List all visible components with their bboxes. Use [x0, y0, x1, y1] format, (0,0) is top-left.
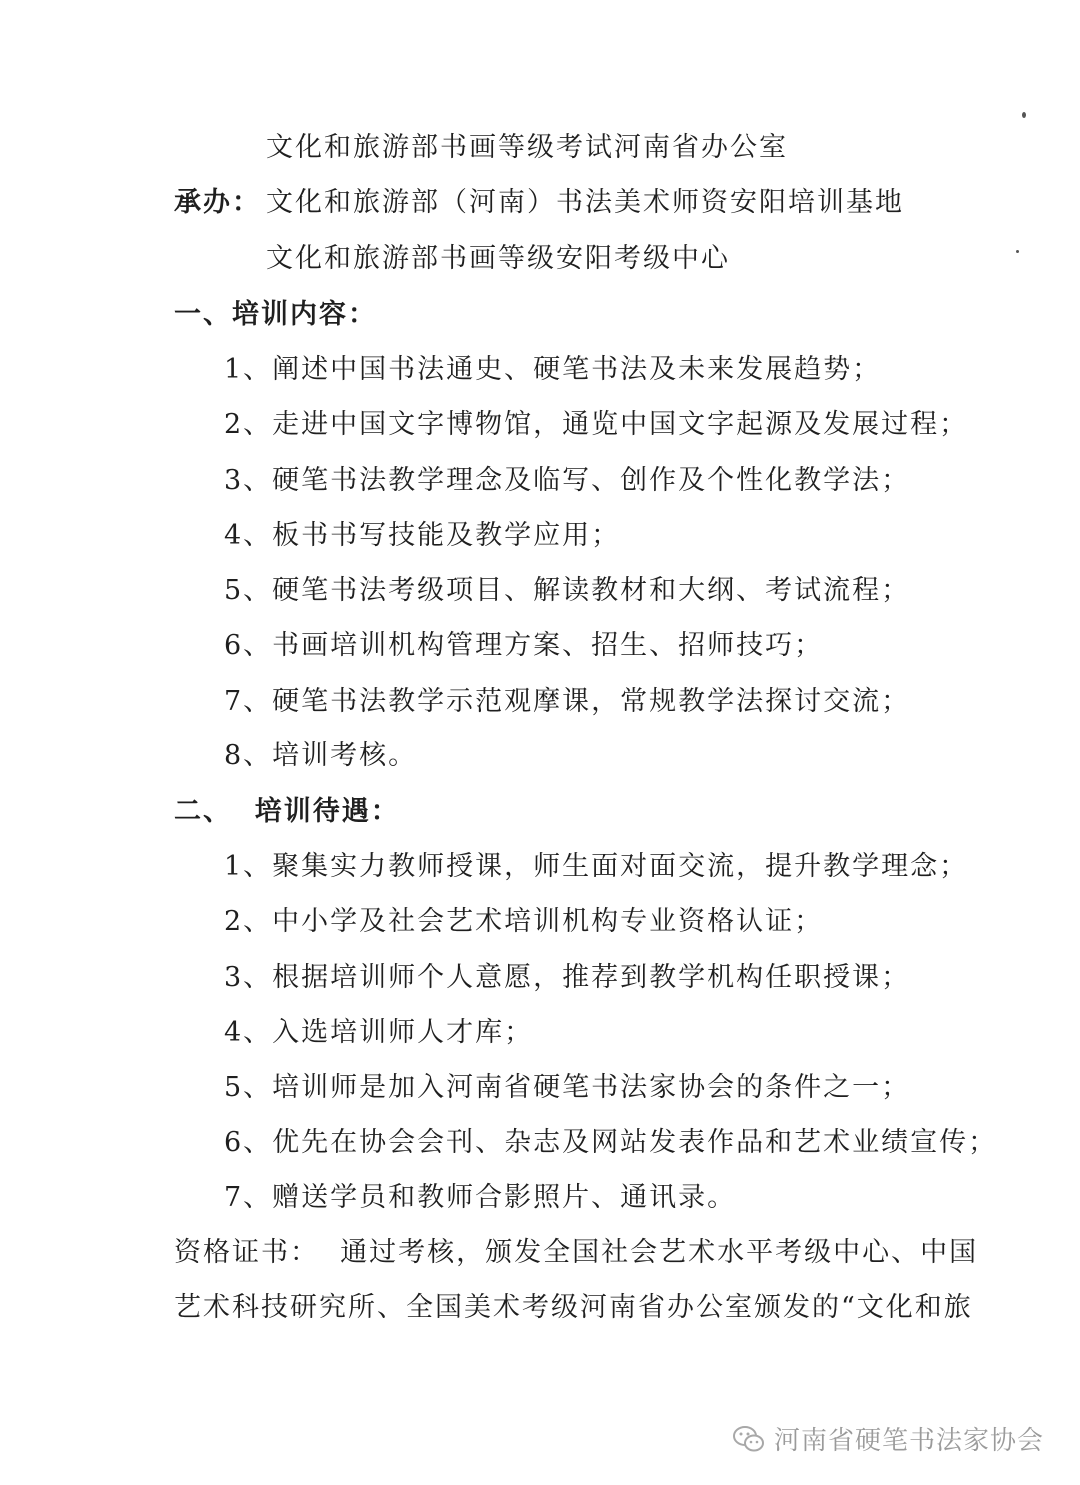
section2-heading: 二、 培训待遇：	[174, 796, 400, 827]
section2-item-1: 1、聚集实力教师授课，师生面对面交流，提升教学理念；	[224, 851, 969, 882]
section1-item-1: 1、阐述中国书法通史、硬笔书法及未来发展趋势；	[224, 354, 882, 385]
watermark	[732, 1420, 1044, 1457]
section1-item-8: 8、培训考核。	[224, 740, 418, 771]
section2-item-2: 2、中小学及社会艺术培训机构专业资格认证；	[224, 906, 824, 937]
section1-item-7: 7、硬笔书法教学示范观摩课，常规教学法探讨交流；	[224, 686, 911, 717]
host-line-2: 文化和旅游部书画等级安阳考级中心	[266, 243, 730, 274]
host-line-1: 文化和旅游部（河南）书法美术师资安阳培训基地	[266, 187, 904, 218]
section1-item-5: 5、硬笔书法考级项目、解读教材和大纲、考试流程；	[224, 575, 911, 606]
wechat-icon	[732, 1424, 766, 1454]
section2-item-4: 4、入选培训师人才库；	[224, 1017, 534, 1048]
section2-item-5: 5、培训师是加入河南省硬笔书法家协会的条件之一；	[224, 1072, 911, 1103]
section2-item-3: 3、根据培训师个人意愿，推荐到教学机构任职授课；	[224, 962, 911, 993]
section1-item-4: 4、板书书写技能及教学应用；	[224, 520, 621, 551]
section1-item-2: 2、走进中国文字博物馆，通览中国文字起源及发展过程；	[224, 409, 969, 440]
section1-item-6: 6、书画培训机构管理方案、招生、招师技巧；	[224, 630, 824, 661]
scan-speck	[1016, 250, 1019, 253]
watermark-text: 河南省硬笔书法家协会	[773, 1426, 1044, 1456]
certificate-line-1: 资格证书： 通过考核，颁发全国社会艺术水平考级中心、中国	[174, 1237, 979, 1268]
host-label: 承办：	[174, 187, 261, 218]
certificate-line-2: 艺术科技研究所、全国美术考级河南省办公室颁发的“文化和旅	[174, 1292, 973, 1323]
section2-item-7: 7、赠送学员和教师合影照片、通讯录。	[224, 1182, 737, 1213]
scan-speck	[1022, 112, 1026, 118]
section1-heading: 一、培训内容：	[174, 299, 377, 330]
section1-item-3: 3、硬笔书法教学理念及临写、创作及个性化教学法；	[224, 465, 911, 496]
organizer-line: 文化和旅游部书画等级考试河南省办公室	[266, 132, 788, 163]
section2-item-6: 6、优先在协会会刊、杂志及网站发表作品和艺术业绩宣传；	[224, 1127, 998, 1158]
